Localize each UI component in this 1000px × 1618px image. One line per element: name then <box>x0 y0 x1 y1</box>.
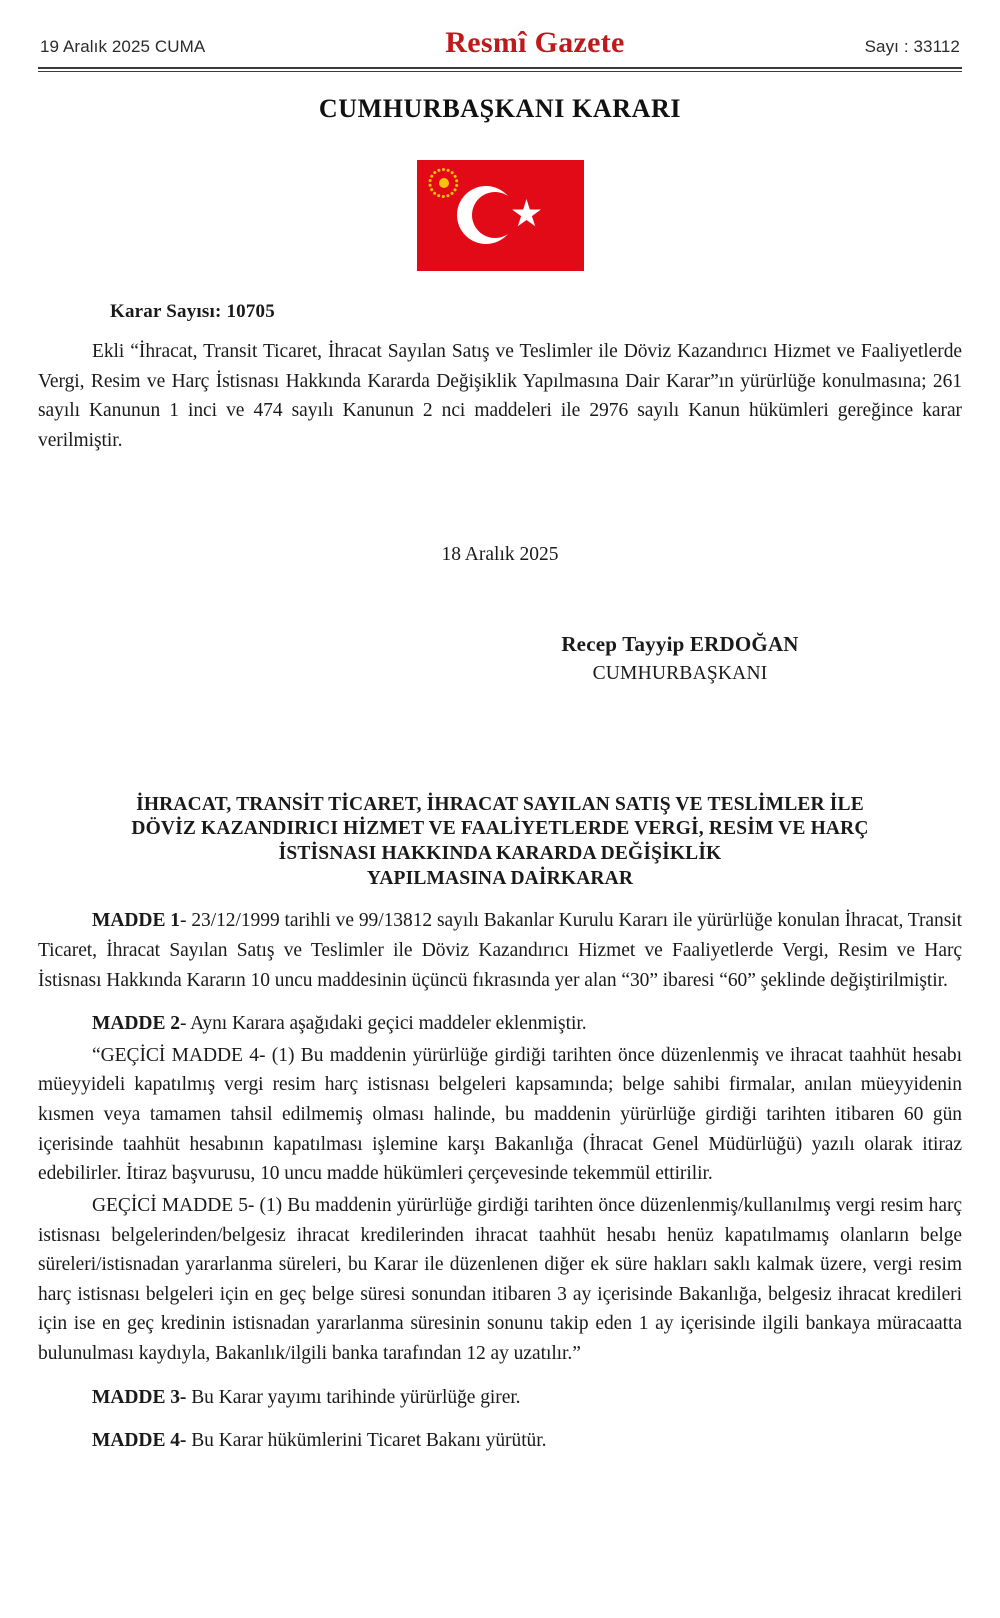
article-madde-1 <box>38 906 962 995</box>
masthead <box>38 26 962 64</box>
article-1-label: MADDE 1 <box>92 910 180 932</box>
article-2-label: MADDE 2 <box>92 1013 180 1035</box>
provisional-5-text: (1) Bu maddenin yürürlüğe girdiği tarihten önce düzenlenmiş/kullanılmış vergi resim harç istisnası belgelerinden/belgesiz ihracat kredilerinden ihracat taahhüt hesabı henüz kapatılmamış olanların belge süreleri/istisnadan yararlanma süreleri, bu Karar ile düzenlenen diğer ek süre hakları saklı kalmak üzere, vergi resim harç istisnası belgeleri için en geç belge süresi sonundan itibaren 3 ay içerisinde Bakanlığa, belgesiz ihracat kredileri için ise en geç kredinin istisnadan yararlanma süresinin sonunu takip eden 1 ay içerisinde ilgili bankaya müracaatta bulunulması kaydıyla, Bakanlık/ilgili banka tarafından 12 ay uzatılır.” <box>38 1194 963 1365</box>
article-gecici-madde-4 <box>38 1041 962 1189</box>
article-1-text: - 23/12/1999 tarihli ve 99/13812 sayılı Bakanlar Kurulu Kararı ile yürürlüğe konulan İhracat, Transit Ticaret, İhracat Sayılan Satış ve Teslimler ile Döviz Kazandırıcı Hizmet ve Faaliyetlerde Vergi, Resim ve Harç İstisnası Hakkında Kararın 10 uncu maddesinin üçüncü fıkrasında yer alan “30” ibaresi “60” şeklinde değiştirilmiştir. <box>38 910 962 991</box>
provisional-4-text: (1) Bu maddenin yürürlüğe girdiği tarihten önce düzenlenmiş ve ihracat taahhüt hesabı müeyyideli kapatılmış vergi resim harç istisnası belgeleri kapsamında; belge sahibi firmalar, anılan müeyyidenin kısmen veya tamamen tahsil edilmemiş olması halinde, bu maddenin yürürlüğe girdiği tarihten itibaren 60 gün içerisinde taahhüt hesabının kapatılması işlemine karşı Bakanlığa (İhracat Genel Müdürlüğü) yazılı olarak itiraz edebilirler. İtiraz başvurusu, 10 uncu madde hükümleri çerçevesinde tekemmül ettirilir. <box>38 1044 962 1185</box>
preamble-paragraph: Ekli “İhracat, Transit Ticaret, İhracat Sayılan Satış ve Teslimler ile Döviz Kazandırıcı Hizmet ve Faaliyetlerde Vergi, Resim ve Harç İstisnası Hakkında Kararda Değişiklik Yapılmasına Dair Karar”ın yürürlüğe konulmasına; 261 sayılı Kanunun 1 inci ve 474 sayılı Kanunun 2 nci maddeleri ile 2976 sayılı Kanun hükümleri gereğince karar verilmiştir. <box>38 341 962 451</box>
masthead-title: Resmî Gazete <box>445 26 625 59</box>
regulation-title-line-4: YAPILMASINA DAİRKARAR <box>366 868 634 890</box>
masthead-issue-number: Sayı : 33112 <box>864 37 960 56</box>
crescent-cutout <box>472 192 518 238</box>
regulation-title-line-1: İHRACAT, TRANSİT TİCARET, İHRACAT SAYILAN SATIŞ VE TESLİMLER İLE <box>136 793 864 815</box>
signer-role: CUMHURBAŞKANI <box>592 662 768 684</box>
article-2-text: - Aynı Karara aşağıdaki geçici maddeler eklenmiştir. <box>179 1013 587 1035</box>
regulation-title <box>70 793 930 893</box>
sun-core <box>439 178 449 188</box>
signature-date: 18 Aralık 2025 <box>441 543 559 565</box>
regulation-title-line-3: İSTİSNASI HAKKINDA KARARDA DEĞİŞİKLİK <box>278 843 722 865</box>
turkish-flag-icon <box>417 160 584 271</box>
article-madde-2 <box>38 1009 962 1039</box>
article-madde-3 <box>38 1383 962 1413</box>
regulation-title-line-2: DÖVİZ KAZANDIRICI HİZMET VE FAALİYETLERDE VERGİ, RESİM VE HARÇ <box>131 818 869 840</box>
article-gecici-madde-5 <box>38 1191 962 1369</box>
document-heading: CUMHURBAŞKANI KARARI <box>318 94 682 123</box>
article-4-label: MADDE 4- <box>92 1430 187 1452</box>
signer-name: Recep Tayyip ERDOĞAN <box>561 631 799 656</box>
page-bottom-spacer <box>38 1456 962 1482</box>
masthead-divider <box>38 67 962 72</box>
signature-block <box>38 632 962 685</box>
provisional-4-label: “GEÇİCİ MADDE 4- <box>92 1044 266 1066</box>
provisional-5-label: GEÇİCİ MADDE 5- <box>92 1194 255 1216</box>
article-3-text: Bu Karar yayımı tarihinde yürürlüğe girer. <box>186 1386 521 1408</box>
article-3-label: MADDE 3- <box>92 1386 187 1408</box>
article-4-text: Bu Karar hükümlerini Ticaret Bakanı yürütür. <box>186 1430 547 1452</box>
sun-icon <box>429 168 459 198</box>
masthead-date: 19 Aralık 2025 CUMA <box>40 37 206 56</box>
article-madde-4 <box>38 1426 962 1456</box>
decision-number: Karar Sayısı: 10705 <box>110 301 275 322</box>
emblem-container <box>38 160 962 271</box>
